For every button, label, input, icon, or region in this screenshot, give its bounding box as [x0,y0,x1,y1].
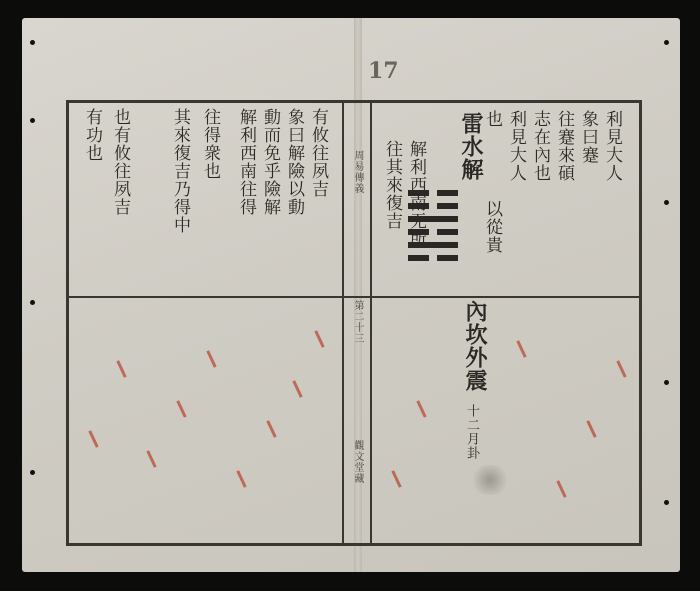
binding-hole [30,470,35,475]
binding-hole [30,300,35,305]
text-column: 有功也 [82,108,102,162]
ink-smudge [470,465,510,495]
binding-hole [664,380,669,385]
text-column: 有攸往夙吉 [308,108,328,198]
binding-hole [664,40,669,45]
register-divider [66,296,642,298]
top-mark: 17 [368,58,399,84]
text-column: 動而免乎險解 [260,108,280,216]
hexagram-title: 雷水解 [458,112,484,181]
trigram-title: 內坎外震 [462,300,488,392]
text-column: 往其來復吉 [382,140,402,230]
text-column: 往得衆也 [200,108,220,180]
text-column: 解利西南无所 [406,140,426,248]
text-column: 象曰解險以動 [284,108,304,216]
text-column: 利見大人 [602,110,622,182]
hexagram-segment [437,229,458,235]
hexagram-segment [437,203,458,209]
text-column: 往蹇來碩 [554,110,574,182]
binding-hole [30,118,35,123]
text-column: 也有攸往夙吉 [110,108,130,216]
text-column: 象曰蹇 [578,110,598,164]
hexagram-segment [437,190,458,196]
hexagram-broken-line [408,255,458,261]
month-note: 十二月卦 [464,404,479,460]
hexagram-segment [437,255,458,261]
center-rule-left [342,100,344,546]
text-column: 以從貴 [482,200,502,254]
text-column: 其來復吉乃得中 [170,108,190,234]
text-column: 也 [482,110,502,128]
center-label: 周易傳義 [352,150,363,194]
text-column: 解利西南往得 [236,108,256,216]
binding-hole [664,200,669,205]
text-column: 志在內也 [530,110,550,182]
hexagram-segment [408,255,429,261]
publisher-label: 觀文堂藏 [352,440,363,484]
center-rule-right [370,100,372,546]
chapter-label: 第二十三 [352,300,363,344]
binding-hole [30,40,35,45]
binding-hole [664,500,669,505]
text-column: 利見大人 [506,110,526,182]
